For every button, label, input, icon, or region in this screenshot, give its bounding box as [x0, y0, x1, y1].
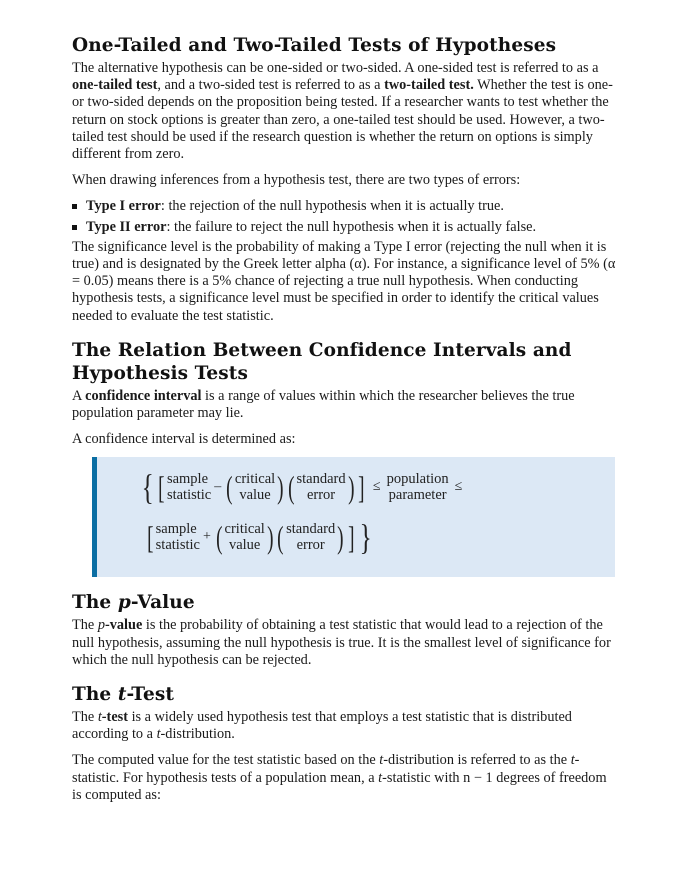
text: is a range of values within which the researcher believes the true population parameter may lie.: [72, 387, 575, 422]
variable-t: t: [117, 684, 127, 706]
term-confidence-interval: confidence interval: [85, 387, 202, 404]
text: value: [228, 537, 261, 554]
text: The computed value for the test statistic based on the: [72, 752, 380, 769]
paragraph-t-statistic: [72, 752, 618, 804]
brace-close: }: [359, 517, 372, 558]
error-types-list: [72, 198, 618, 235]
paren-close: ): [337, 519, 344, 556]
text: : the rejection of the null hypothesis when it is actually true.: [160, 198, 504, 215]
term-two-tailed-test: two-tailed test.: [384, 77, 474, 94]
variable-p: p: [97, 617, 105, 634]
standard-error: [286, 521, 335, 553]
paren-open: (: [216, 519, 223, 556]
variable-p: p: [117, 592, 131, 614]
bracket-close: ]: [348, 519, 355, 556]
paragraph-p-value: [72, 617, 618, 669]
paragraph-ci-determined: A confidence interval is determined as:: [72, 431, 296, 448]
section-heading: [72, 591, 618, 614]
text: , and a two-sided test is referred to as a: [157, 77, 385, 94]
less-equal-sign: ≤: [372, 479, 381, 495]
formula-row-upper: [145, 517, 374, 558]
text: value: [239, 487, 271, 504]
text: standard: [286, 521, 336, 538]
term-t-test: -test: [101, 709, 128, 726]
bracket-open: [: [147, 519, 154, 556]
plus-sign: +: [202, 529, 211, 545]
section-p-value: [72, 591, 618, 669]
text: -statistic. For hypothesis tests of a population mean, a: [72, 752, 580, 786]
section-confidence-intervals: [72, 339, 618, 578]
text: error: [306, 487, 336, 504]
minus-sign: –: [214, 479, 222, 495]
text: sample: [166, 471, 209, 488]
text: standard: [296, 471, 346, 488]
text: -Value: [130, 592, 195, 614]
text: The: [72, 684, 118, 706]
square-bullet-icon: [72, 204, 77, 209]
text: is the probability of obtaining a test statistic that would lead to a rejection of the null hypothesis, assuming the null hypothesis is true. It is the smallest level of significance for which the null hypothesis can be rejected.: [72, 617, 611, 668]
paragraph-error-types: When drawing inferences from a hypothesis test, there are two types of errors:: [72, 172, 521, 189]
paragraph-tails-intro: [72, 60, 618, 163]
population-parameter: [387, 471, 449, 503]
text: -distribution.: [160, 726, 235, 743]
text: is a widely used hypothesis test that employs a test statistic that is distributed according to a: [72, 709, 572, 743]
text: error: [296, 537, 325, 554]
paragraph-significance-level: The significance level is the probability of making a Type I error (rejecting the null when it is true) and is designated by the Greek letter alpha (α). For instance, a significance level of 5% (α = 0.05) means there is a 5% chance of rejecting a true null hypothesis. When conducting hypothesis tests, a significance level must be specified in order to identify the critical values needed to evaluate the test statistic.: [72, 238, 616, 324]
text: statistic: [155, 537, 200, 554]
document-content: [72, 34, 618, 818]
formula-row-lower: [139, 467, 468, 508]
paren-open: (: [277, 519, 284, 556]
confidence-interval-formula: [92, 457, 615, 577]
critical-value: [235, 471, 275, 503]
text: The alternative hypothesis can be one-sided or two-sided. A one-sided test is referred to as a: [72, 60, 599, 76]
section-heading: [72, 683, 618, 706]
text: population: [386, 471, 449, 488]
less-equal-sign: ≤: [454, 479, 463, 495]
standard-error: [296, 471, 345, 503]
paren-close: ): [266, 519, 274, 556]
text: A: [72, 387, 86, 404]
paren-open: (: [287, 469, 295, 506]
paragraph-ci-definition: [72, 388, 618, 422]
text: critical: [224, 521, 265, 538]
list-item-type-i-error: [72, 198, 618, 215]
text: The: [72, 617, 98, 634]
text: sample: [155, 521, 197, 538]
list-item-type-ii-error: [72, 219, 618, 236]
text: statistic: [166, 487, 212, 504]
paren-close: ): [347, 469, 355, 506]
term-type-ii-error: Type II error: [86, 218, 167, 235]
text: : the failure to reject the null hypothesis when it is actually false.: [166, 218, 537, 235]
brace-open: {: [141, 467, 154, 508]
text: critical: [234, 471, 276, 488]
variable-t: t: [97, 709, 102, 726]
paragraph-t-test: [72, 709, 618, 743]
text: -statistic with n − 1 degrees of freedom is computed as:: [72, 769, 607, 803]
text: parameter: [388, 487, 447, 504]
paren-open: (: [226, 469, 233, 506]
bracket-open: [: [158, 469, 165, 506]
square-bullet-icon: [72, 225, 77, 230]
section-t-test: [72, 683, 618, 804]
text: The: [72, 592, 118, 614]
section-heading: The Relation Between Confidence Intervals and Hypothesis Tests: [72, 339, 572, 384]
variable-t: t: [379, 752, 384, 769]
variable-t: t: [156, 726, 161, 743]
paren-close: ): [277, 469, 284, 506]
variable-t: t: [378, 769, 383, 786]
section-heading: One-Tailed and Two-Tailed Tests of Hypotheses: [72, 35, 557, 56]
bracket-close: ]: [358, 469, 365, 506]
sample-statistic: [167, 471, 211, 503]
sample-statistic: [156, 521, 200, 553]
text: The: [72, 709, 98, 726]
section-one-two-tailed: [72, 34, 618, 325]
text: Whether the test is one- or two-sided depends on the proposition being tested. If a researcher wants to test whether the return on stock options is greater than zero, a one-tailed test should be used. However, a two-tailed test should be used if the research question is whether the return on options is simply different from zero.: [72, 77, 613, 163]
critical-value: [225, 521, 265, 553]
variable-t: t: [570, 752, 575, 769]
term-type-i-error: Type I error: [86, 198, 161, 215]
term-one-tailed-test: one-tailed test: [72, 77, 158, 94]
text: -distribution is referred to as the: [383, 752, 571, 769]
text: -Test: [126, 684, 174, 706]
term-p-value: -value: [104, 617, 143, 634]
